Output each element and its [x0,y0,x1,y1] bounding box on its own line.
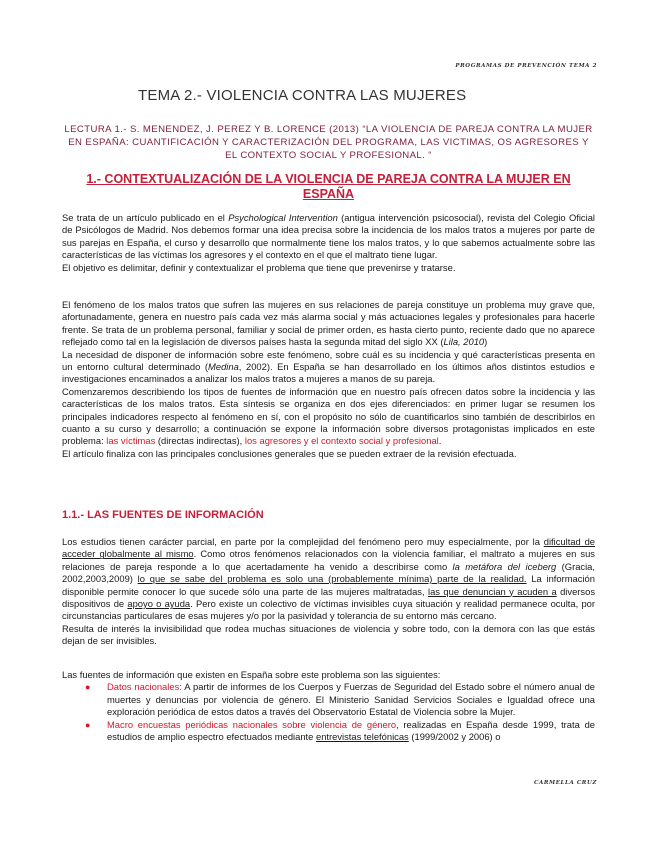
paragraph-invisibility: Resulta de interés la invisibilidad que rodea muchas situaciones de violencia y sobre todo, con la demora con las que estás dejan de ser invisibles. [62,622,595,647]
paragraph-iceberg: Los estudios tienen carácter parcial, en parte por la complejidad del fenómeno pero muy especialmente, por la dificultad de acceder globalmente al mismo. Como otros fenómenos relacionados con la violencia familiar, el maltrato a mujeres en sus relaciones de pareja responde a lo que acertadamente ha venido a describirse como la metáfora del iceberg (Gracia, 2002,2003,2009) lo que se sabe del problema es solo una (probablemente mínima) parte de la realidad. La información disponible permite conocer lo que sucede sólo una parte de las mujeres maltratadas, las que denuncian y acuden a diversos dispositivos de apoyo o ayuda. Pero existe un colectivo de víctimas invisibles cuya situación y realidad permanece oculta, por circunstancias particulares de esas mujeres y/o por la pasividad y tolerancia de su entorno más cercano. [62,536,596,622]
page-title: TEMA 2.- VIOLENCIA CONTRA LAS MUJERES [138,87,467,104]
paragraph-intro: Se trata de un artículo publicado en el Psychological Intervention (antigua intervención psicosocial), revista del Colegio Oficial de Psicólogos de Madrid. Nos debemos formar una idea precisa sobre la incidencia de los malos tratos a mujeres por parte de sus parejas en España, el curso y desarrollo que normalmente tiene los malos tratos, y lo que sabemos actualmente sobre las características de las víctimas los agresores y el contexto en el que el maltrato tiene lugar. [62,212,595,261]
paragraph-information-need: La necesidad de disponer de información sobre este fenómeno, sobre cuál es su incidencia y qué características presenta en un entorno cultural determinado (Medina, 2002). En España se han desarrollado en los últimos años distintos estudios e investigaciones encaminados a analizar los malos tratos a mujeres a manos de su pareja. [62,348,595,385]
paragraph-phenomenon: El fenómeno de los malos tratos que sufren las mujeres en sus relaciones de pareja constituye un problema muy grave que, afortunadamente, genera en nuestro país cada vez más alarma social y más actuaciones legales y profesionales para hacerle frente. Se trata de un problema personal, familiar y social de primer orden, es hasta cierto punto, reciente dado que no aparece reflejado como tal en la legislación de diversos países hasta la segunda mitad del siglo XX (Lila, 2010) [62,299,595,348]
list-item: ● Datos nacionales: A partir de informes de los Cuerpos y Fuerzas de Seguridad del Estado sobre el número anual de muertes y denuncias por violencia de género. El Ministerio Sanidad Servicios Sociales e Igualdad ofrece una exploración periódica de estos datos a través del Observatorio Estatal de Violencia sobre la Mujer. [85,681,595,718]
reading-reference: LECTURA 1.- S. MENENDEZ, J. PEREZ Y B. LORENCE (2013) “LA VIOLENCIA DE PAREJA CONTRA LA MUJER EN ESPAÑA: CUANTIFICACIÓN Y CARACTERIZACIÓN DEL PROGRAMA, LAS VICTIMAS, OS AGRESORES Y EL CONTEXTO SOCIAL Y PROFESIONAL. “ [64,124,593,161]
body-block-1 [62,212,595,274]
paragraph-objective: El objetivo es delimitar, definir y contextualizar el problema que tiene que prevenirse y tratarse. [62,261,456,273]
sources-list [62,681,595,743]
section-heading-1-1: 1.1.- LAS FUENTES DE INFORMACIÓN [62,509,264,521]
body-block-4 [62,669,595,743]
paragraph-sources-list-intro: Las fuentes de información que existen en España sobre este problema son las siguientes: [62,669,441,680]
running-footer: CARMELLA CRUZ [534,780,597,786]
body-block-2 [62,299,595,460]
running-header: PROGRAMAS DE PREVENCIÓN TEMA 2 [455,63,597,69]
paragraph-conclusion: El artículo finaliza con las principales conclusiones generales que se pueden extraer de la revisión efectuada. [62,447,517,459]
body-block-3 [62,536,595,648]
bullet-icon: ● [85,719,91,730]
bullet-icon: ● [85,682,91,693]
list-item: ● Macro encuestas periódicas nacionales sobre violencia de género, realizadas en España desde 1999, trata de estudios de amplio espectro efectuados mediante entrevistas telefónicas (1999/2002 y 2006) o [85,718,596,743]
paragraph-sources-overview: Comenzaremos describiendo los tipos de fuentes de información que en nuestro país ofrecen datos sobre la incidencia y las características de los malos tratos. Esta síntesis se organiza en dos ejes diferenciados: en primer lugar se resumen los principales indicadores respecto al fenómeno en sí, con el propósito no sólo de cuantificarlos sino también de describirlos en cuanto a su curso y desarrollo; a continuación se expone la información sobre diversos protagonistas implicados en este problema: las víctimas (directas indirectas), los agresores y el contexto social y profesional. [62,385,595,447]
section-heading-1: 1.- CONTEXTUALIZACIÓN DE LA VIOLENCIA DE PAREJA CONTRA LA MUJER EN ESPAÑA [86,172,571,201]
